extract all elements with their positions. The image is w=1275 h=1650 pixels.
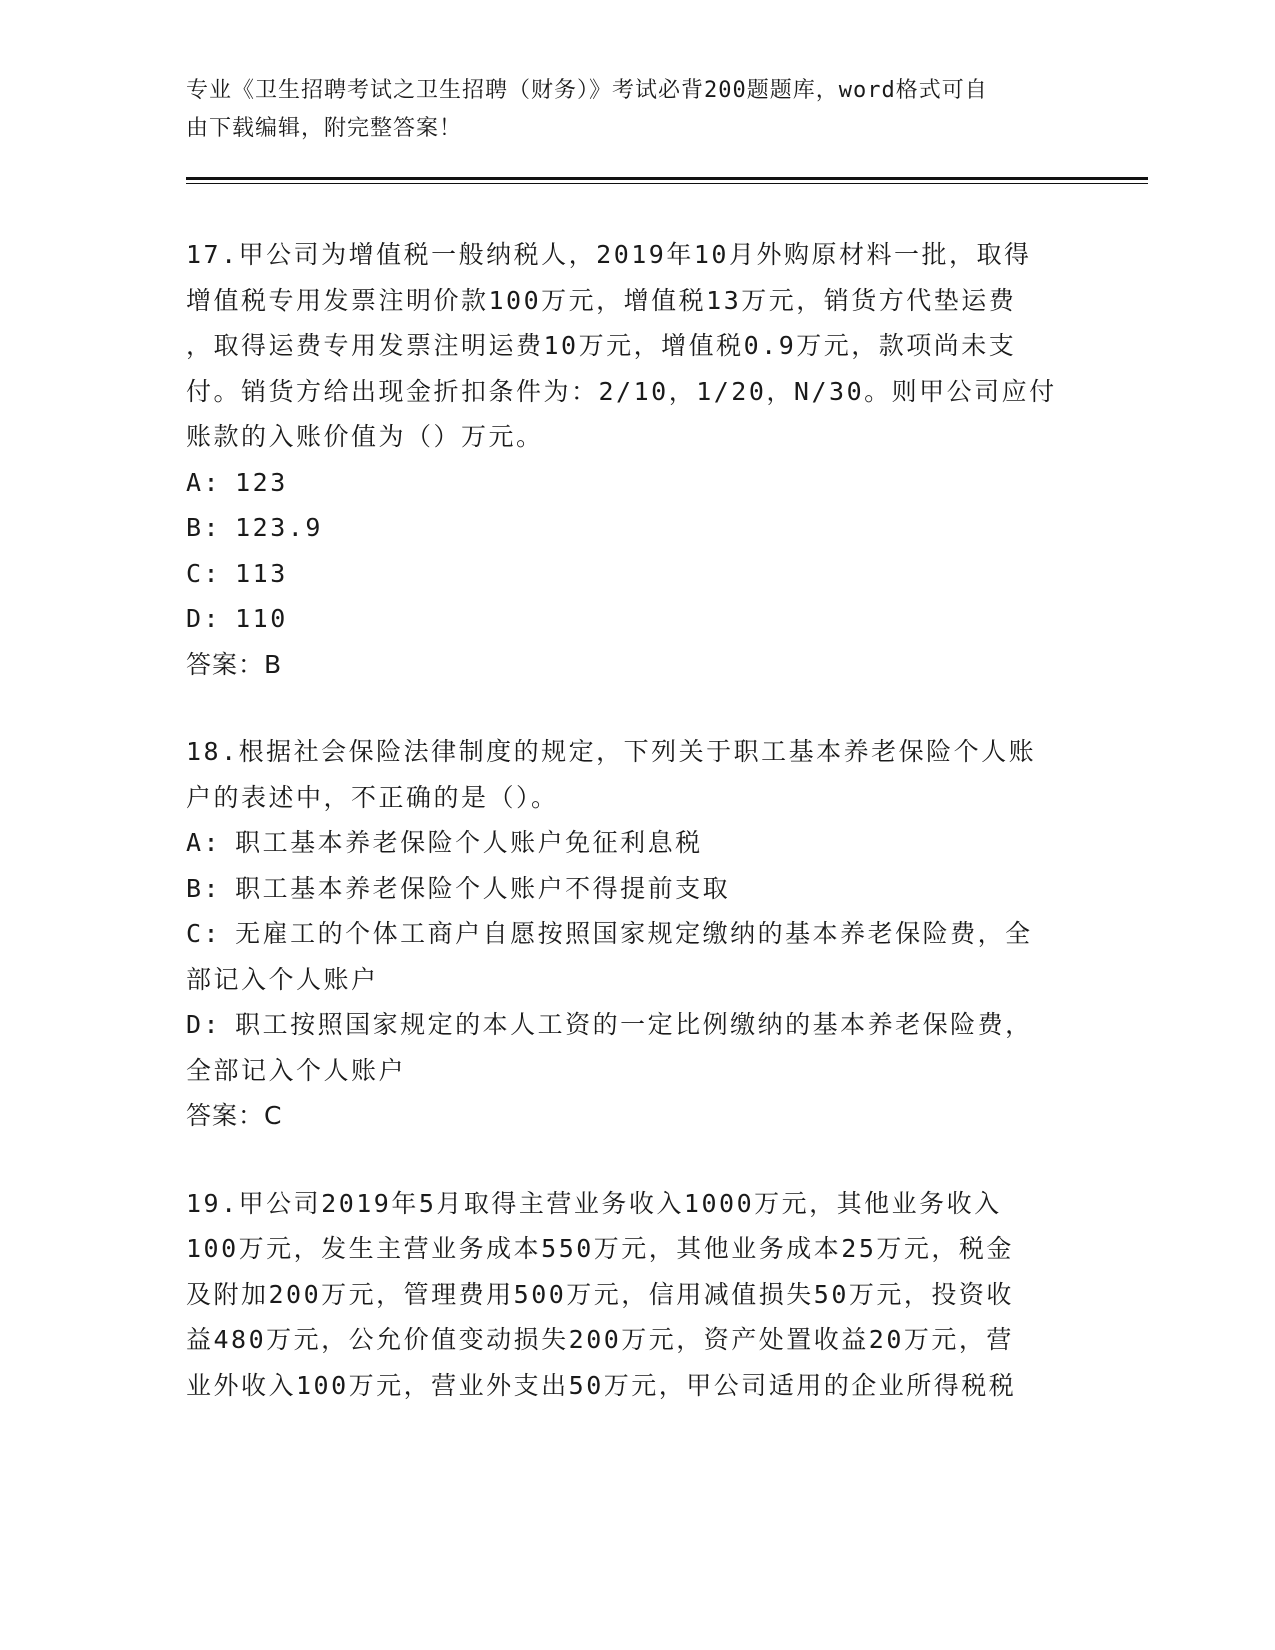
question-stem-line: 益480万元，公允价值变动损失200万元，资产处置收益20万元，营 [186,1325,1014,1354]
question-stem-line: 及附加200万元，管理费用500万元，信用减值损失50万元，投资收 [186,1279,1014,1309]
option-text: 113 [235,558,288,588]
option-text: 110 [235,604,288,633]
option-text: 职工基本养老保险个人账户免征利息税 [235,828,703,857]
question-stem-line: 业外收入100万元，营业外支出50万元，甲公司适用的企业所得税税 [186,1370,1017,1400]
question-stem-line: 17.甲公司为增值税一般纳税人，2019年10月外购原材料一批，取得 [186,240,1032,269]
question-17 [186,232,1086,687]
option-a [186,820,1086,866]
option-letter: B: [186,873,222,903]
question-stem-line: 账款的入账价值为（）万元。 [186,422,544,451]
question-stem-line: 付。销货方给出现金折扣条件为：2/10，1/20，N/30。则甲公司应付 [186,376,1057,406]
option-d-continuation: 全部记入个人账户 [186,1055,407,1085]
option-text: 123 [235,467,288,497]
option-text: 职工基本养老保险个人账户不得提前支取 [235,873,731,903]
option-a [186,460,1086,506]
question-stem-line: 18.根据社会保险法律制度的规定，下列关于职工基本养老保险个人账 [186,737,1037,766]
option-d [186,596,1086,642]
document-header [186,72,1066,148]
option-letter: D: [186,604,222,633]
option-b [186,505,1086,551]
option-letter: D: [186,1010,222,1039]
option-c [186,911,1086,957]
question-stem-line: 增值税专用发票注明价款100万元，增值税13万元，销货方代垫运费 [186,285,1017,315]
question-18 [186,729,1086,1139]
question-stem-line: 户的表述中，不正确的是（）。 [186,782,559,812]
header-divider-thin [186,183,1148,184]
question-19 [186,1181,1086,1409]
option-letter: C: [186,919,222,948]
question-stem-line: 19.甲公司2019年5月取得主营业务收入1000万元，其他业务收入 [186,1188,1002,1218]
option-text: 无雇工的个体工商户自愿按照国家规定缴纳的基本养老保险费，全 [235,919,1033,948]
question-list [186,232,1086,1450]
option-letter: A: [186,467,222,497]
option-b [186,866,1086,912]
answer-line: 答案：B [186,649,283,679]
header-line-2: 由下载编辑，附完整答案！ [186,116,463,141]
header-divider-thick [186,177,1148,180]
option-text: 职工按照国家规定的本人工资的一定比例缴纳的基本养老保险费， [235,1010,1033,1039]
option-letter: B: [186,513,222,542]
header-line-1: 专业《卫生招聘考试之卫生招聘（财务）》考试必背200题题库，word格式可自 [186,78,988,103]
question-stem-line: ，取得运费专用发票注明运费10万元，增值税0.9万元，款项尚未支 [186,331,1017,360]
option-d [186,1002,1086,1048]
option-letter: A: [186,828,222,857]
option-text: 123.9 [235,513,323,542]
option-c-continuation: 部记入个人账户 [186,964,379,994]
option-letter: C: [186,558,222,588]
question-stem-line: 100万元，发生主营业务成本550万元，其他业务成本25万元，税金 [186,1234,1014,1263]
answer-line: 答案：C [186,1101,283,1130]
option-c [186,551,1086,597]
